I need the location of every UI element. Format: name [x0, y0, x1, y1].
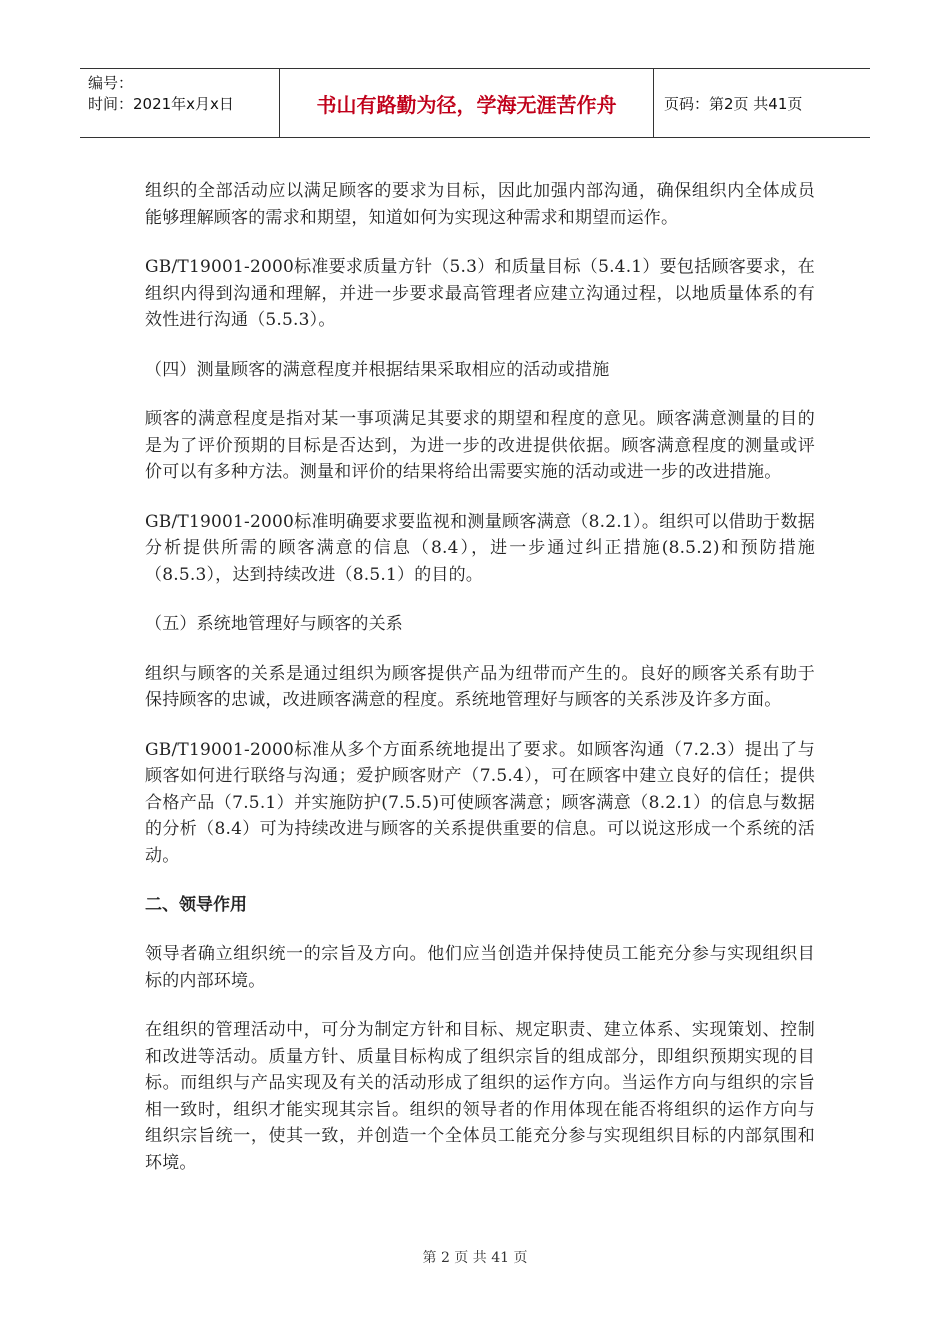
paragraph: GB/T19001-2000标准明确要求要监视和测量顾客满意（8.2.1）。组织可以借助于数据分析提供所需的顾客满意的信息（8.4），进一步通过纠正措施(8.5.2)和预防措施（8.5.3），达到持续改进（8.5.1）的目的。	[145, 511, 815, 585]
document-body	[145, 178, 815, 1199]
paragraph: 顾客的满意程度是指对某一事项满足其要求的期望和程度的意见。顾客满意测量的目的是为了评价预期的目标是否达到，为进一步的改进提供依据。顾客满意程度的测量或评价可以有多种方法。测量和评价的结果将给出需要实施的活动或进一步的改进措施。	[145, 409, 815, 482]
paragraph: 领导者确立组织统一的宗旨及方向。他们应当创造并保持使员工能充分参与实现组织目标的内部环境。	[145, 944, 815, 991]
section-heading: 二、领导作用	[145, 895, 247, 915]
paragraph: 在组织的管理活动中，可分为制定方针和目标、规定职责、建立体系、实现策划、控制和改进等活动。质量方针、质量目标构成了组织宗旨的组成部分，即组织预期实现的目标。而组织与产品实现及有关的活动形成了组织的运作方向。当运作方向与组织的宗旨相一致时，组织才能实现其宗旨。组织的领导者的作用体现在能否将组织的运作方向与组织宗旨统一，使其一致，并创造一个全体员工能充分参与实现组织目标的内部氛围和环境。	[145, 1020, 815, 1173]
paragraph: GB/T19001-2000标准从多个方面系统地提出了要求。如顾客沟通（7.2.3）提出了与顾客如何进行联络与沟通；爱护顾客财产（7.5.4），可在顾客中建立良好的信任；提供合格产品（7.5.1）并实施防护(7.5.5)可使顾客满意；顾客满意（8.2.1）的信息与数据的分析（8.4）可为持续改进与顾客的关系提供重要的信息。可以说这形成一个系统的活动。	[145, 739, 815, 866]
paragraph: GB/T19001-2000标准要求质量方针（5.3）和质量目标（5.4.1）要包括顾客要求，在组织内得到沟通和理解，并进一步要求最高管理者应建立沟通过程，以地质量体系的有效性进行沟通（5.5.3）。	[145, 257, 815, 330]
page-footer: 第 2 页 共 41 页	[422, 1250, 528, 1266]
header-motto: 书山有路勤为径，学海无涯苦作舟	[280, 69, 654, 137]
subsection-heading: （四）测量顾客的满意程度并根据结果采取相应的活动或措施	[145, 359, 610, 380]
subsection-heading: （五）系统地管理好与顾客的关系	[145, 614, 403, 634]
paragraph: 组织与顾客的关系是通过组织为顾客提供产品为纽带而产生的。良好的顾客关系有助于保持顾客的忠诚，改进顾客满意的程度。系统地管理好与顾客的关系涉及许多方面。	[145, 663, 815, 710]
paragraph: 组织的全部活动应以满足顾客的要求为目标，因此加强内部沟通，确保组织内全体成员能够理解顾客的需求和期望，知道如何为实现这种需求和期望而运作。	[145, 181, 815, 228]
document-time-label: 时间：2021年x月x日	[88, 95, 234, 113]
header-page-info: 页码：第2页 共41页	[664, 94, 803, 113]
header-meta	[80, 69, 280, 137]
page-header	[80, 68, 870, 138]
document-number-label: 编号：	[88, 74, 134, 92]
